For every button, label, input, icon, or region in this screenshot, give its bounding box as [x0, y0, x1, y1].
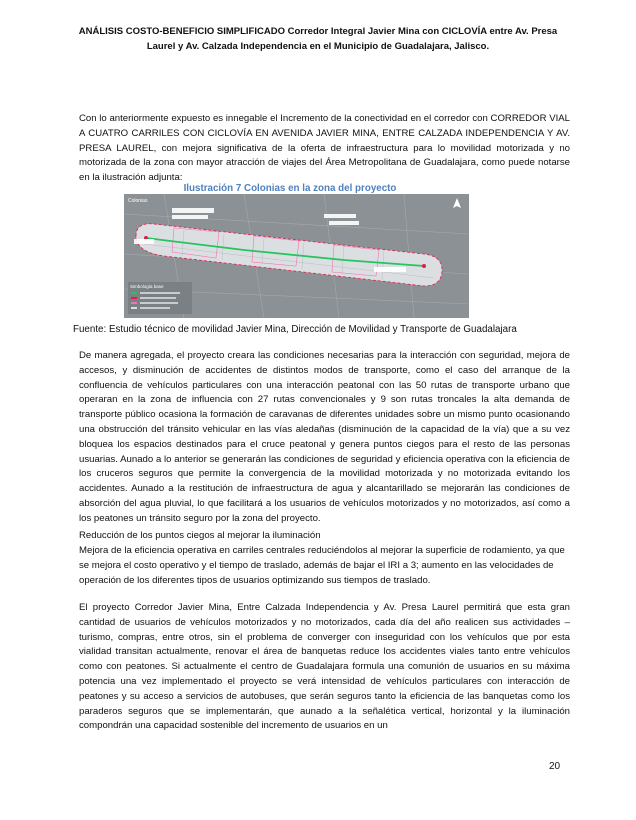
header-line-2: Laurel y Av. Calzada Independencia en el Municipio de Guadalajara, Jalisco.: [146, 41, 490, 52]
paragraph-intro: Con lo anteriormente expuesto es innegable el Incremento de la conectividad en el corredor con CORREDOR VIAL A CUATRO CARRILES CON CICLOVÍA EN AVENIDA JAVIER MINA, ENTRE CALZADA INDEPENDENCIA Y AV. PRESA LAUREL, con mejora significativa de la oferta de infraestructura para lo movilidad motorizada y no motorizada de la zona con mayor atracción de viajes del Área Metropolitana de Guadalajara, como puede notarse en la ilustración adjunta:: [79, 113, 570, 184]
paragraph-project-users: El proyecto Corredor Javier Mina, Entre Calzada Independencia y Av. Presa Laurel permitirá que esta gran cantidad de usuarios de vehículos motorizados y no motorizados, cada día del año realicen sus actividades –turismo, compras, entre otros, sin el problema de converger con inseguridad con los vehículos que por esta vialidad transitan actualmente, renovar el área de banquetas reduce los accidentes viales tanto entre vehículos como con peatones. Si actualmente el centro de Guadalajara formula una comunión de usuarios en su máxima potencia una vez implementado el proyecto se verá intensidad de vehículos particulares con interacción de peatones y su acceso a servicios de autobuses, que serán seguros tanto la eficiencia de las banquetas como los paraderos seguros que se implementarán, que aunado a la señalética vertical, horizontal y la iluminación compondrán una capacidad sostenible del incremento de usuarios en un: [79, 602, 570, 732]
section-subheading: Reducción de los puntos ciegos al mejorar la iluminación: [79, 530, 321, 541]
colonias-map-figure: [124, 194, 469, 318]
document-header: [18, 24, 618, 54]
paragraph-efficiency: Mejora de la eficiencia operativa en carriles centrales reduciéndolos al mejorar la superficie de rodamiento, ya que se mejora el costo operativo y el tiempo de traslado, además de bajar el IRI a 3; aumento en las velocidades de operación de los diferentes tipos de usuarios optimizando sus tiempos de traslado.: [79, 545, 565, 586]
figure-caption: Ilustración 7 Colonias en la zona del proyecto: [183, 183, 397, 194]
figure-source: Fuente: Estudio técnico de movilidad Javier Mina, Dirección de Movilidad y Transporte de Guadalajara: [73, 324, 517, 335]
map-title: Colonias: [128, 198, 148, 204]
map-graphic: [124, 194, 469, 318]
header-line-1: ANÁLISIS COSTO-BENEFICIO SIMPLIFICADO Corredor Integral Javier Mina con CICLOVÍA entre Av. Presa: [78, 26, 558, 37]
legend-title: Simbología base: [130, 284, 164, 289]
page-number: 20: [549, 761, 561, 772]
paragraph-safety: De manera agregada, el proyecto creara las condiciones necesarias para la interacción con seguridad, mejora de accesos, y disminución de accidentes de distintos modos de transporte, como el caso del arranque de la confluencia de vehículos particulares con una interacción peatonal con las 50 rutas de transporte urbano que operaran en la zona de influencia con 27 rutas convencionales y 9 son rutas troncales la alta demanda de transporte público ocasiona la formación de caravanas de diferentes unidades sobre un mismo punto ocasionando una obstrucción del tránsito vehicular en las vías aledañas (disminución de la capacidad de la vía) que a su vez bloquea los espacios destinados para el cruce peatonal y genera puntos ciegos para el resto de las personas usuarias. Aunado a lo anterior se generarán las condiciones de seguridad y eficiencia operativa con la eficiencia de los cruceros seguros que permite la convergencia de la movilidad motorizada y no motorizada evitando los accidentes. Aunado a la restitución de infraestructura de agua y alcantarillado se mejorarán las condiciones de absorción del agua pluvial, lo que facilitará a los usuarios de vehículos motorizados y no motorizados, así como a los peatones un tránsito seguro por la zona del proyecto.: [79, 350, 570, 524]
